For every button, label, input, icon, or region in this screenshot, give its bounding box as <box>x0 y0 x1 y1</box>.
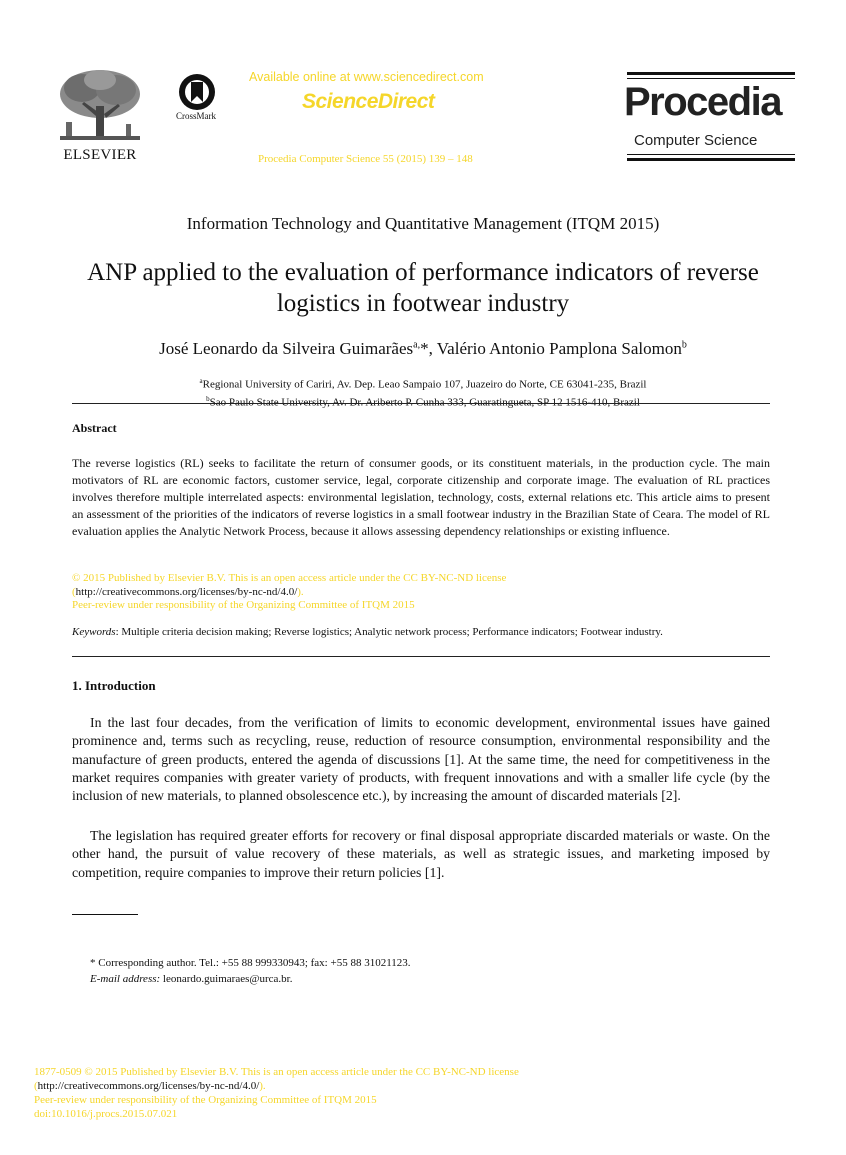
section-heading-introduction: 1. Introduction <box>72 678 156 693</box>
elsevier-tree-logo <box>52 66 147 146</box>
license-url-line <box>72 586 770 600</box>
affiliation-sup: b <box>206 394 210 403</box>
email-line <box>90 971 411 987</box>
corresponding-author-note: * Corresponding author. Tel.: +55 88 999330943; fax: +55 88 31021123. <box>90 957 411 969</box>
journal-reference: Procedia Computer Science 55 (2015) 139 – 148 <box>258 153 473 165</box>
section-rule <box>72 403 770 404</box>
peer-review-line: Peer-review under responsibility of the Organizing Committee of ITQM 2015 <box>72 599 415 611</box>
abstract-heading: Abstract <box>72 421 117 435</box>
affiliation-text: Regional University of Cariri, Av. Dep. Leao Sampaio 107, Juazeiro do Norte, CE 63041-235, Brazil <box>202 378 647 391</box>
author-name: José Leonardo da Silveira Guimarães <box>159 339 414 358</box>
email-label: E-mail address: <box>90 973 161 985</box>
license-block <box>72 572 770 613</box>
email-address[interactable]: leonardo.guimaraes@urca.br. <box>160 973 293 985</box>
author-affil-sup: a, <box>413 339 421 351</box>
affiliation-sup: a <box>199 377 203 385</box>
affiliation-item <box>0 374 846 392</box>
abstract-text: The reverse logistics (RL) seeks to facilitate the return of consumer goods, or its constituent materials, in the production cycle. The main motivators of RL are economic factors, customer service, legal, corporate citizenship and corporate image. The evaluation of RL practices involves therefore multiple interrelated aspects: environmental legislation, technology, costs, external relations etc. This article aims to present an assessment of the priorities of the indicators of reverse logistics in a small footwear industry in the Brazilian State of Ceara. The model of RL evaluation applies the Analytic Network Process, because it allows assessing dependency relationships or existing influence. <box>72 456 770 538</box>
procedia-logo: Procedia <box>624 80 781 124</box>
paren: ). <box>259 1080 266 1092</box>
author-list <box>0 339 846 359</box>
procedia-rule <box>627 78 795 79</box>
conference-name: Information Technology and Quantitative Management (ITQM 2015) <box>186 214 660 233</box>
corresponding-mark: * <box>420 339 429 358</box>
author-affil-sup: b <box>681 339 687 351</box>
available-online-link[interactable]: Available online at www.sciencedirect.com <box>249 70 484 84</box>
footer-license-link[interactable]: http://creativecommons.org/licenses/by-nc-nd/4.0/ <box>37 1080 260 1092</box>
paren: ). <box>297 585 304 598</box>
procedia-rule <box>627 72 795 75</box>
footer-peer-review: Peer-review under responsibility of the Organizing Committee of ITQM 2015 <box>34 1094 377 1106</box>
footnote-rule <box>72 914 138 915</box>
footer-license <box>34 1065 519 1121</box>
footer-license-line: 1877-0509 © 2015 Published by Elsevier B.V. This is an open access article under the CC BY-NC-ND license <box>34 1066 519 1078</box>
footer-url-line <box>34 1079 519 1093</box>
intro-paragraph: The legislation has required greater efforts for recovery or final disposal appropriate discarded materials or waste. On the other hand, the pursuit of value recovery of these materials, as well as strategic issues, and marketing imposed by competition, require companies to improve their return policies [1]. <box>72 828 770 880</box>
footnote <box>90 955 411 987</box>
author-separator: , <box>428 339 437 358</box>
keywords-label: Keywords <box>72 626 116 638</box>
affiliations <box>0 374 846 409</box>
publisher-name: ELSEVIER <box>63 147 137 163</box>
keywords <box>72 626 770 638</box>
license-link[interactable]: http://creativecommons.org/licenses/by-nc-nd/4.0/ <box>75 585 298 598</box>
paren: ( <box>34 1080 38 1092</box>
affiliation-item <box>0 392 846 410</box>
keywords-text: : Multiple criteria decision making; Reverse logistics; Analytic network process; Performance indicators; Footwear industry. <box>115 626 663 638</box>
author-name: Valério Antonio Pamplona Salomon <box>436 339 682 358</box>
procedia-rule <box>627 154 795 155</box>
section-rule <box>72 656 770 657</box>
procedia-subtitle: Computer Science <box>634 132 758 149</box>
procedia-rule <box>627 158 795 161</box>
crossmark-label: CrossMark <box>176 111 216 121</box>
paper-title: ANP applied to the evaluation of performance indicators of reverse logistics in footwear industry <box>87 259 759 317</box>
doi[interactable]: doi:10.1016/j.procs.2015.07.021 <box>34 1108 178 1120</box>
license-line: © 2015 Published by Elsevier B.V. This is an open access article under the CC BY-NC-ND license <box>72 572 507 584</box>
intro-paragraph: In the last four decades, from the verification of limits to economic development, environmental issues have gained prominence and, terms such as recycling, reuse, reduction of resource consumption, environmental responsibility and the manufacture of green products, entered the agenda of discussions [1]. At the same time, the need for competitiveness in the market requires companies with greater variety of products, with frequent innovations and with a smaller life cycle (by the inclusion of new materials, to planned obsolescence etc.), by increasing the amount of discarded materials [2]. <box>72 715 770 804</box>
sciencedirect-logo: ScienceDirect <box>302 90 435 113</box>
paren: ( <box>72 585 76 598</box>
